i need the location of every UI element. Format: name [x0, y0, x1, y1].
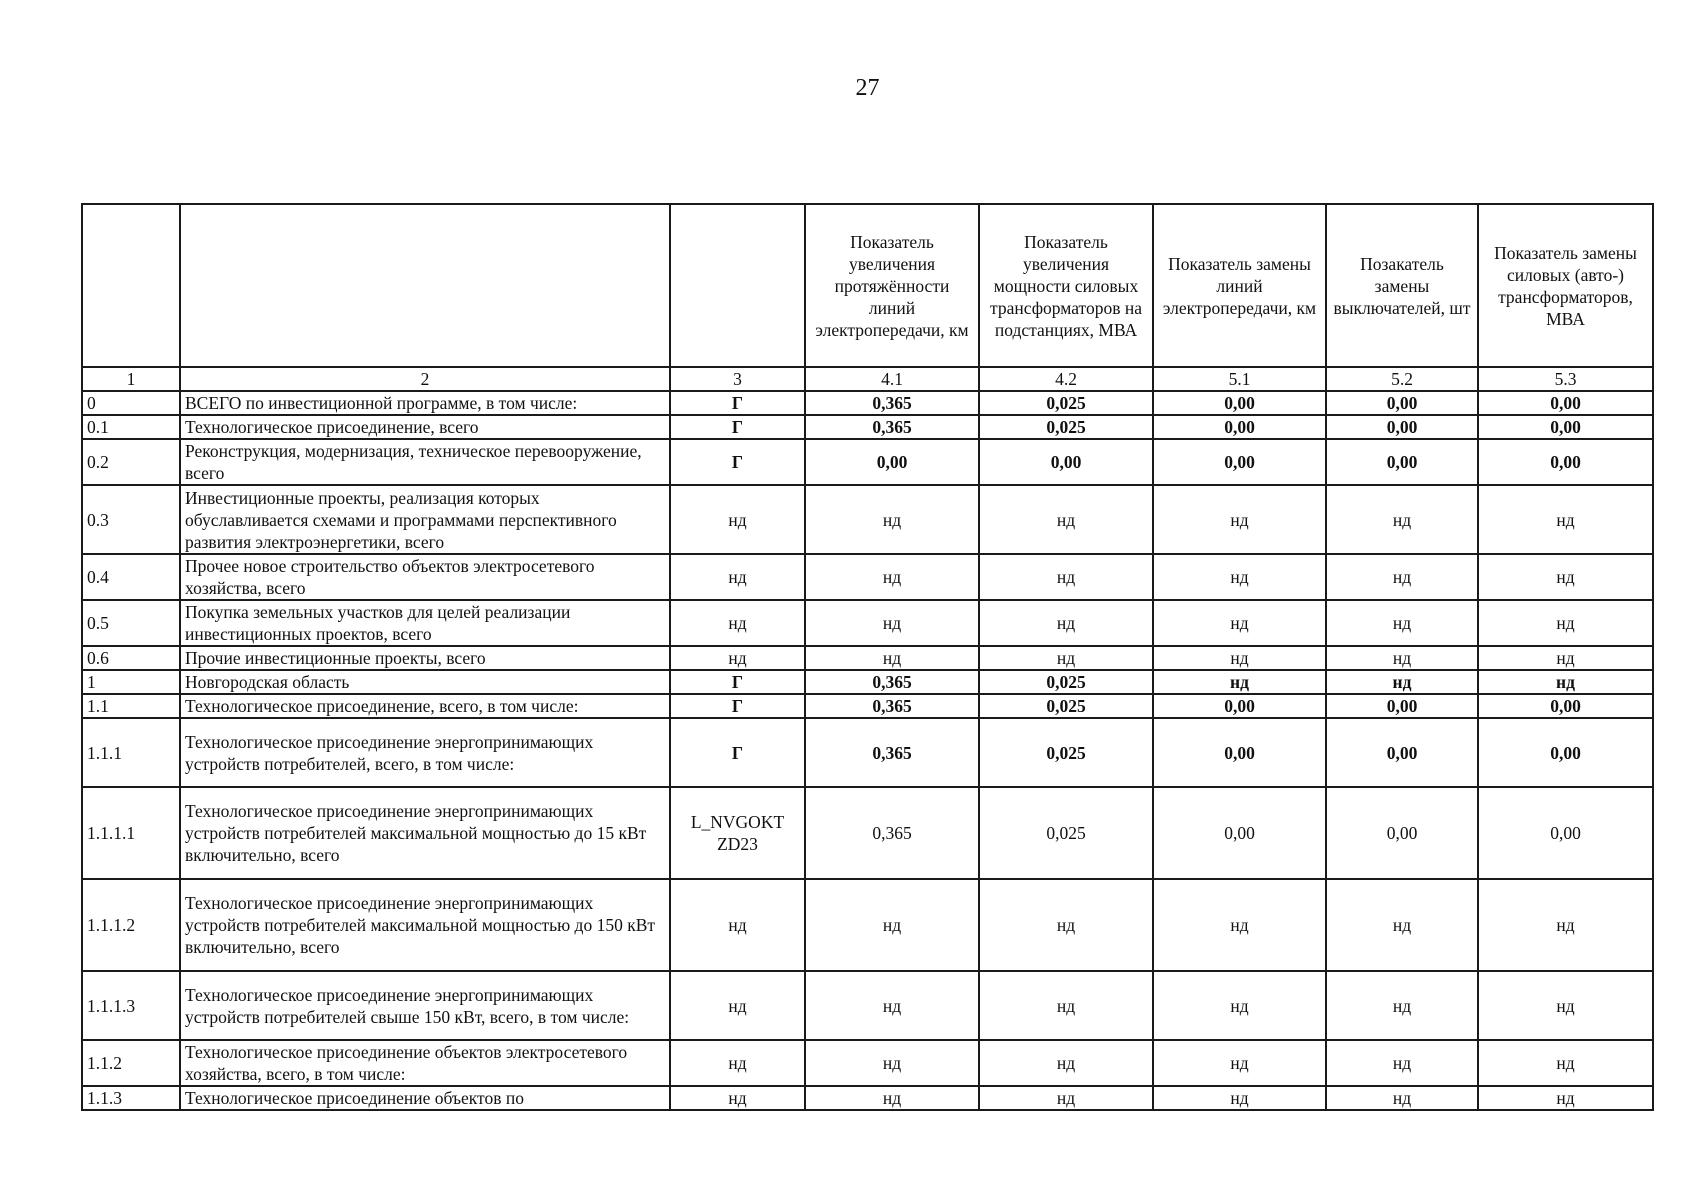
- value-5-1: 0,00: [1153, 439, 1326, 485]
- row-name: ВСЕГО по инвестиционной программе, в том числе:: [180, 391, 670, 415]
- row-id: нд: [670, 1040, 805, 1086]
- table-row: [82, 415, 1653, 439]
- row-name: Прочее новое строительство объектов электросетевого хозяйства, всего: [180, 554, 670, 600]
- value-4-1: нд: [805, 879, 979, 971]
- row-id: Г: [670, 694, 805, 718]
- value-4-2: нд: [979, 879, 1153, 971]
- row-id: нд: [670, 485, 805, 554]
- value-5-1: нд: [1153, 670, 1326, 694]
- row-code: 1.1.1: [82, 718, 180, 787]
- row-name: Технологическое присоединение, всего, в том числе:: [180, 694, 670, 718]
- value-5-2: нд: [1326, 554, 1478, 600]
- row-name: Инвестиционные проекты, реализация которых обуславливается схемами и программами перспективного развития электроэнергетики, всего: [180, 485, 670, 554]
- value-5-1: 0,00: [1153, 718, 1326, 787]
- row-code: 0: [82, 391, 180, 415]
- row-code: 0.6: [82, 646, 180, 670]
- row-code: 0.1: [82, 415, 180, 439]
- value-4-1: нд: [805, 971, 979, 1040]
- row-name: Технологическое присоединение энергопринимающих устройств потребителей, всего, в том числе:: [180, 718, 670, 787]
- value-5-1: 0,00: [1153, 391, 1326, 415]
- column-number-row: [82, 367, 1653, 391]
- value-5-3: нд: [1478, 646, 1653, 670]
- value-5-3: 0,00: [1478, 439, 1653, 485]
- value-4-1: нд: [805, 600, 979, 646]
- value-4-1: 0,365: [805, 787, 979, 879]
- value-5-2: 0,00: [1326, 391, 1478, 415]
- header-cell-4-2: Показатель увеличения мощности силовых трансформаторов на подстанциях, МВА: [979, 204, 1153, 367]
- row-code: 1.1: [82, 694, 180, 718]
- table-row: [82, 718, 1653, 787]
- value-5-3: 0,00: [1478, 391, 1653, 415]
- value-5-2: 0,00: [1326, 718, 1478, 787]
- value-5-1: нд: [1153, 646, 1326, 670]
- table-row: [82, 694, 1653, 718]
- row-name: Технологическое присоединение энергопринимающих устройств потребителей максимальной мощностью до 15 кВт включительно, всего: [180, 787, 670, 879]
- value-4-2: нд: [979, 485, 1153, 554]
- table-row: [82, 971, 1653, 1040]
- row-id: Г: [670, 391, 805, 415]
- value-4-1: нд: [805, 646, 979, 670]
- value-4-1: нд: [805, 1040, 979, 1086]
- column-number: 2: [180, 367, 670, 391]
- header-cell-4-1: Показатель увеличения протяжённости линий электропередачи, км: [805, 204, 979, 367]
- value-4-2: нд: [979, 554, 1153, 600]
- row-id: нд: [670, 879, 805, 971]
- header-cell-3: [670, 204, 805, 367]
- value-4-2: 0,025: [979, 415, 1153, 439]
- value-4-1: 0,365: [805, 718, 979, 787]
- value-5-2: нд: [1326, 879, 1478, 971]
- value-4-1: 0,365: [805, 391, 979, 415]
- table-row: [82, 600, 1653, 646]
- value-5-2: нд: [1326, 600, 1478, 646]
- value-4-2: нд: [979, 600, 1153, 646]
- investment-indicators-table: [81, 203, 1654, 1111]
- value-5-3: 0,00: [1478, 718, 1653, 787]
- value-4-1: 0,365: [805, 670, 979, 694]
- row-id: нд: [670, 1086, 805, 1110]
- value-5-2: 0,00: [1326, 415, 1478, 439]
- value-5-3: нд: [1478, 879, 1653, 971]
- row-code: 0.5: [82, 600, 180, 646]
- row-name: Прочие инвестиционные проекты, всего: [180, 646, 670, 670]
- table-row: [82, 485, 1653, 554]
- row-code: 0.4: [82, 554, 180, 600]
- value-5-3: 0,00: [1478, 694, 1653, 718]
- value-5-2: нд: [1326, 971, 1478, 1040]
- value-5-1: 0,00: [1153, 694, 1326, 718]
- header-cell-5-2: Позакатель замены выключателей, шт: [1326, 204, 1478, 367]
- table-row: [82, 391, 1653, 415]
- value-4-2: 0,00: [979, 439, 1153, 485]
- value-5-1: нд: [1153, 554, 1326, 600]
- value-4-1: 0,365: [805, 415, 979, 439]
- row-id: Г: [670, 718, 805, 787]
- row-id: Г: [670, 415, 805, 439]
- value-4-1: нд: [805, 554, 979, 600]
- value-5-2: 0,00: [1326, 787, 1478, 879]
- value-5-2: нд: [1326, 485, 1478, 554]
- value-4-2: 0,025: [979, 391, 1153, 415]
- table-row: [82, 879, 1653, 971]
- value-5-1: нд: [1153, 971, 1326, 1040]
- value-5-2: нд: [1326, 1040, 1478, 1086]
- row-id: Г: [670, 670, 805, 694]
- row-code: 1.1.2: [82, 1040, 180, 1086]
- value-4-1: 0,00: [805, 439, 979, 485]
- value-5-1: 0,00: [1153, 415, 1326, 439]
- value-5-3: нд: [1478, 1040, 1653, 1086]
- value-5-1: нд: [1153, 1040, 1326, 1086]
- table-row: [82, 646, 1653, 670]
- row-code: 1.1.3: [82, 1086, 180, 1110]
- table-row: [82, 554, 1653, 600]
- value-5-3: 0,00: [1478, 415, 1653, 439]
- column-number: 4.2: [979, 367, 1153, 391]
- row-name: Технологическое присоединение энергопринимающих устройств потребителей свыше 150 кВт, всего, в том числе:: [180, 971, 670, 1040]
- row-code: 0.2: [82, 439, 180, 485]
- column-number: 5.1: [1153, 367, 1326, 391]
- row-name: Новгородская область: [180, 670, 670, 694]
- row-name: Технологическое присоединение, всего: [180, 415, 670, 439]
- row-code: 1.1.1.2: [82, 879, 180, 971]
- row-id: нд: [670, 600, 805, 646]
- row-id: нд: [670, 554, 805, 600]
- row-name: Технологическое присоединение энергопринимающих устройств потребителей максимальной мощностью до 150 кВт включительно, всего: [180, 879, 670, 971]
- value-4-2: 0,025: [979, 670, 1153, 694]
- header-cell-2: [180, 204, 670, 367]
- value-4-2: нд: [979, 971, 1153, 1040]
- value-5-1: 0,00: [1153, 787, 1326, 879]
- row-id: нд: [670, 971, 805, 1040]
- value-5-3: нд: [1478, 670, 1653, 694]
- row-name: Реконструкция, модернизация, техническое перевооружение, всего: [180, 439, 670, 485]
- table-row: [82, 670, 1653, 694]
- table-row: [82, 1086, 1653, 1110]
- value-5-3: 0,00: [1478, 787, 1653, 879]
- value-5-3: нд: [1478, 971, 1653, 1040]
- column-number: 1: [82, 367, 180, 391]
- value-5-2: 0,00: [1326, 694, 1478, 718]
- row-id: L_NVGOKT ZD23: [670, 787, 805, 879]
- value-5-2: нд: [1326, 1086, 1478, 1110]
- header-cell-1: [82, 204, 180, 367]
- row-id: Г: [670, 439, 805, 485]
- value-5-2: нд: [1326, 670, 1478, 694]
- table-row: [82, 787, 1653, 879]
- table-row: [82, 1040, 1653, 1086]
- row-name: Технологическое присоединение объектов электросетевого хозяйства, всего, в том числе:: [180, 1040, 670, 1086]
- value-4-2: нд: [979, 1040, 1153, 1086]
- header-cell-5-3: Показатель замены силовых (авто-) трансформаторов, МВА: [1478, 204, 1653, 367]
- row-id: нд: [670, 646, 805, 670]
- value-5-3: нд: [1478, 485, 1653, 554]
- value-4-1: нд: [805, 485, 979, 554]
- value-4-2: 0,025: [979, 787, 1153, 879]
- value-4-2: нд: [979, 1086, 1153, 1110]
- value-5-1: нд: [1153, 485, 1326, 554]
- row-code: 0.3: [82, 485, 180, 554]
- value-4-1: 0,365: [805, 694, 979, 718]
- column-number: 5.3: [1478, 367, 1653, 391]
- page-number: 27: [855, 75, 880, 101]
- table-row: [82, 439, 1653, 485]
- row-code: 1.1.1.1: [82, 787, 180, 879]
- column-number: 5.2: [1326, 367, 1478, 391]
- row-code: 1: [82, 670, 180, 694]
- column-number: 3: [670, 367, 805, 391]
- column-number: 4.1: [805, 367, 979, 391]
- value-4-2: 0,025: [979, 718, 1153, 787]
- value-4-1: нд: [805, 1086, 979, 1110]
- table-header-row: [82, 204, 1653, 367]
- row-code: 1.1.1.3: [82, 971, 180, 1040]
- value-5-3: нд: [1478, 1086, 1653, 1110]
- value-5-1: нд: [1153, 1086, 1326, 1110]
- value-5-3: нд: [1478, 554, 1653, 600]
- value-5-2: нд: [1326, 646, 1478, 670]
- value-4-2: нд: [979, 646, 1153, 670]
- row-name: Технологическое присоединение объектов по: [180, 1086, 670, 1110]
- value-5-3: нд: [1478, 600, 1653, 646]
- value-5-1: нд: [1153, 600, 1326, 646]
- row-name: Покупка земельных участков для целей реализации инвестиционных проектов, всего: [180, 600, 670, 646]
- header-cell-5-1: Показатель замены линий электропередачи, км: [1153, 204, 1326, 367]
- value-5-1: нд: [1153, 879, 1326, 971]
- value-5-2: 0,00: [1326, 439, 1478, 485]
- value-4-2: 0,025: [979, 694, 1153, 718]
